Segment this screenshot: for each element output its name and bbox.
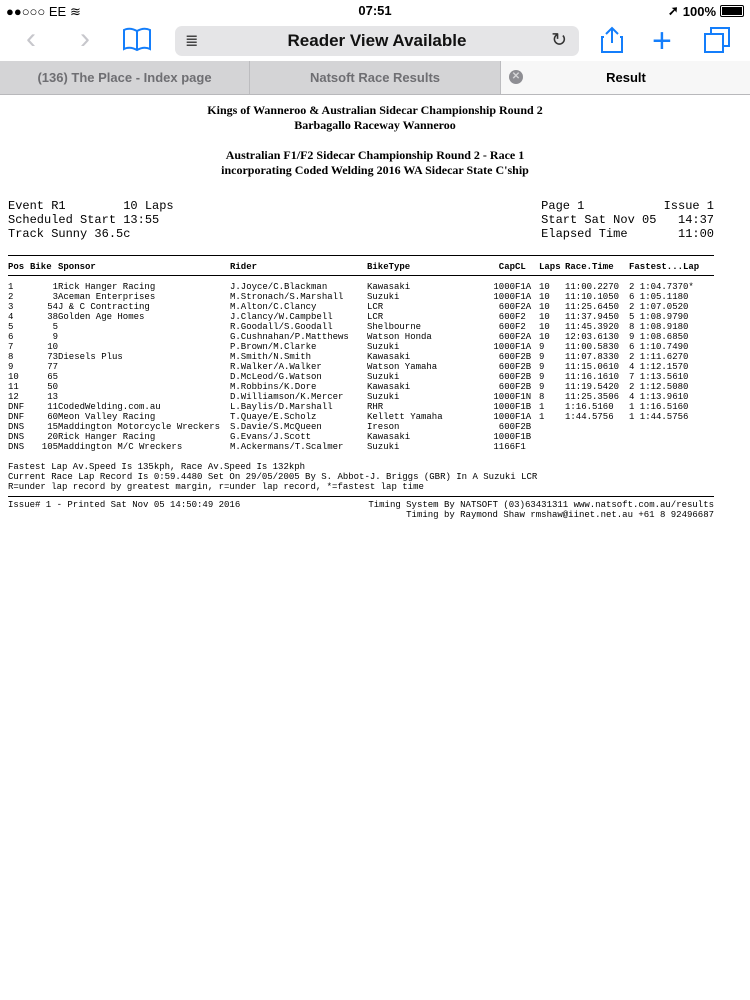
battery-icon (720, 5, 744, 17)
footer-timing-by: Timing by Raymond Shaw rmshaw@iinet.net.au +61 8 92496687 (406, 510, 714, 520)
cell-rider: M.Ackermans/T.Scalmer (230, 442, 344, 452)
table-row (8, 392, 707, 402)
race-subtitle: incorporating Coded Welding 2016 WA Sidecar State C'ship (221, 163, 529, 177)
address-title: Reader View Available (287, 31, 467, 50)
cell-laps: 9 (539, 362, 545, 372)
table-row (8, 382, 707, 392)
cell-rider: R.Walker/A.Walker (230, 362, 322, 372)
event-line: Event R1 10 Laps (8, 199, 174, 213)
cell-sponsor: Rick Hanger Racing (58, 432, 156, 442)
cell-pos: 8 (8, 352, 14, 362)
cell-fastest-lap: 4 1:13.9610 (629, 392, 689, 402)
cell-bike-type: Kawasaki (367, 432, 411, 442)
cell-laps: 8 (539, 392, 545, 402)
cell-rider: J.Clancy/W.Campbell (230, 312, 333, 322)
header-race-time: Race.Time (565, 262, 614, 272)
bookmarks-icon[interactable] (122, 26, 152, 58)
cell-fastest-lap: 7 1:13.5610 (629, 372, 689, 382)
note-record: Current Race Lap Record Is 0:59.4480 Set On 29/05/2005 By S. Abbot-J. Briggs (GBR) In A Suzuki LCR (8, 472, 538, 482)
table-row (8, 292, 707, 302)
cell-race-time: 11:37.9450 (565, 312, 620, 322)
cell-race-time: 11:15.0610 (565, 362, 620, 372)
cell-fastest-lap: 8 1:08.9180 (629, 322, 689, 332)
cell-pos: 11 (8, 382, 19, 392)
race-notes (8, 462, 537, 492)
cell-pos: 4 (8, 312, 14, 322)
cell-laps: 10 (539, 312, 550, 322)
cell-sponsor: Maddington M/C Wreckers (58, 442, 183, 452)
track-line: Track Sunny 36.5c (8, 227, 131, 241)
cell-bike-type: Suzuki (367, 292, 400, 302)
cell-bike-type: Suzuki (367, 442, 400, 452)
cell-pos: DNF (8, 402, 25, 412)
cell-class: F2 (515, 312, 526, 322)
divider (8, 275, 714, 276)
cell-cap: 1000 (493, 412, 515, 422)
cell-rider: M.Robbins/K.Dore (230, 382, 317, 392)
cell-class: F1A (515, 412, 532, 422)
cell-sponsor: Golden Age Homes (58, 312, 145, 322)
footer-timing-system: Timing System By NATSOFT (03)63431311 www.natsoft.com.au/results (368, 500, 714, 510)
cell-pos: 12 (8, 392, 19, 402)
cell-bike-type: Shelbourne (367, 322, 422, 332)
cell-pos: 2 (8, 292, 14, 302)
race-title: Australian F1/F2 Sidecar Championship Round 2 - Race 1 (225, 148, 525, 162)
tab-natsoft[interactable] (249, 61, 500, 94)
cell-bike: 77 (47, 362, 58, 372)
results-document (0, 95, 750, 520)
cell-pos: 7 (8, 342, 14, 352)
cell-bike-type: Kawasaki (367, 382, 411, 392)
cell-class: F1N (515, 392, 532, 402)
cell-bike-type: Kawasaki (367, 352, 411, 362)
cell-rider: L.Baylis/D.Marshall (230, 402, 333, 412)
table-row (8, 402, 707, 412)
venue-title: Barbagallo Raceway Wanneroo (294, 118, 456, 132)
cell-bike-type: LCR (367, 312, 384, 322)
cell-fastest-lap: 9 1:08.6850 (629, 332, 689, 342)
wifi-icon: ≋ (70, 4, 81, 19)
cell-race-time: 11:00.5830 (565, 342, 620, 352)
cell-class: F1A (515, 342, 532, 352)
cell-rider: M.Stronach/S.Marshall (230, 292, 344, 302)
cell-cap: 1000 (493, 292, 515, 302)
cell-laps: 9 (539, 372, 545, 382)
cell-fastest-lap: 1 1:16.5160 (629, 402, 689, 412)
divider (8, 255, 714, 256)
cell-laps: 10 (539, 332, 550, 342)
cell-sponsor: Meon Valley Racing (58, 412, 156, 422)
cell-bike-type: Suzuki (367, 392, 400, 402)
cell-cap: 600 (498, 312, 515, 322)
tabs-icon[interactable] (703, 26, 731, 61)
event-info (8, 199, 174, 241)
back-button[interactable]: ‹ (26, 22, 36, 55)
cell-rider: M.Smith/N.Smith (230, 352, 312, 362)
cell-rider: G.Cushnahan/P.Matthews (230, 332, 349, 342)
header-sponsor: Sponsor (58, 262, 96, 272)
cell-laps: 10 (539, 282, 550, 292)
table-row (8, 322, 707, 332)
cell-bike-type: Suzuki (367, 372, 400, 382)
cell-fastest-lap: 2 1:04.7370* (629, 282, 694, 292)
cell-fastest-lap: 6 1:10.7490 (629, 342, 689, 352)
cell-pos: 10 (8, 372, 19, 382)
cell-pos: DNS (8, 442, 25, 452)
cell-bike: 10 (47, 342, 58, 352)
cell-fastest-lap: 2 1:11.6270 (629, 352, 689, 362)
cell-bike: 9 (52, 332, 58, 342)
cell-bike-type: Kawasaki (367, 282, 411, 292)
cell-bike: 20 (47, 432, 58, 442)
footer-issue: Issue# 1 - Printed Sat Nov 05 14:50:49 2016 (8, 500, 241, 510)
footer-timing (368, 500, 714, 520)
cell-rider: G.Evans/J.Scott (230, 432, 312, 442)
cell-bike: 105 (41, 442, 58, 452)
table-row (8, 442, 707, 452)
cell-pos: 3 (8, 302, 14, 312)
cell-race-time: 1:44.5756 (565, 412, 614, 422)
cell-cap: 600 (498, 372, 515, 382)
cell-sponsor: Aceman Enterprises (58, 292, 156, 302)
cell-rider: S.Davie/S.McQueen (230, 422, 322, 432)
address-bar[interactable] (175, 26, 579, 56)
cell-cap: 600 (498, 352, 515, 362)
cell-class: F1A (515, 292, 532, 302)
carrier-signal: ●●○○○ EE (6, 4, 67, 19)
cell-fastest-lap: 1 1:44.5756 (629, 412, 689, 422)
cell-pos: DNF (8, 412, 25, 422)
cell-race-time: 11:19.5420 (565, 382, 620, 392)
cell-bike-type: LCR (367, 302, 384, 312)
cell-race-time: 11:10.1050 (565, 292, 620, 302)
results-table (8, 282, 707, 452)
tab-label: (136) The Place - Index page (37, 70, 212, 85)
cell-rider: J.Joyce/C.Blackman (230, 282, 328, 292)
cell-bike: 73 (47, 352, 58, 362)
battery-percent: 100% (682, 3, 716, 19)
table-row (8, 362, 707, 372)
browser-toolbar (0, 22, 750, 60)
cell-bike: 15 (47, 422, 58, 432)
tab-label: Natsoft Race Results (309, 70, 441, 85)
cell-cap: 1166 (493, 442, 515, 452)
cell-sponsor: Rick Hanger Racing (58, 282, 156, 292)
cell-fastest-lap: 4 1:12.1570 (629, 362, 689, 372)
header-laps: Laps (539, 262, 561, 272)
table-row (8, 352, 707, 362)
header-bike-type: BikeType (367, 262, 411, 272)
cell-race-time: 1:16.5160 (565, 402, 614, 412)
start-line: Start Sat Nov 05 14:37 (541, 213, 714, 227)
cell-laps: 9 (539, 382, 545, 392)
table-row (8, 312, 707, 322)
new-tab-icon[interactable]: + (652, 22, 672, 60)
cell-class: F1B (515, 402, 532, 412)
cell-class: F2 (515, 322, 526, 332)
cell-sponsor: J & C Contracting (58, 302, 150, 312)
tab-result[interactable] (500, 61, 750, 94)
scheduled-line: Scheduled Start 13:55 (8, 213, 160, 227)
cell-cap: 600 (498, 322, 515, 332)
cell-rider: T.Quaye/E.Scholz (230, 412, 317, 422)
meeting-title: Kings of Wanneroo & Australian Sidecar Championship Round 2 (207, 103, 543, 117)
cell-pos: 6 (8, 332, 14, 342)
table-row (8, 342, 707, 352)
cell-cap: 1000 (493, 432, 515, 442)
tab-the-place[interactable] (0, 61, 249, 94)
cell-class: F2A (515, 302, 532, 312)
cell-race-time: 12:03.6130 (565, 332, 620, 342)
reload-icon[interactable]: ↻ (551, 30, 567, 51)
location-icon: ➚ (667, 3, 679, 18)
cell-fastest-lap: 6 1:05.1180 (629, 292, 689, 302)
cell-laps: 1 (539, 412, 545, 422)
cell-class: F2B (515, 362, 532, 372)
cell-cap: 600 (498, 362, 515, 372)
page-line: Page 1 Issue 1 (541, 199, 714, 213)
cell-bike-type: Ireson (367, 422, 400, 432)
cell-laps: 9 (539, 352, 545, 362)
cell-pos: DNS (8, 432, 25, 442)
cell-pos: 1 (8, 282, 14, 292)
note-legend: R=under lap record by greatest margin, r=under lap record, *=fastest lap time (8, 482, 424, 492)
cell-pos: 5 (8, 322, 14, 332)
cell-bike-type: Kellett Yamaha (367, 412, 443, 422)
cell-bike: 38 (47, 312, 58, 322)
cell-class: F2B (515, 352, 532, 362)
cell-race-time: 11:45.3920 (565, 322, 620, 332)
cell-bike: 3 (52, 292, 58, 302)
cell-bike: 13 (47, 392, 58, 402)
cell-laps: 9 (539, 342, 545, 352)
table-row (8, 302, 707, 312)
header-cap: Cap (498, 262, 515, 272)
cell-bike-type: Suzuki (367, 342, 400, 352)
cell-class: F1 (515, 442, 526, 452)
cell-cap: 600 (498, 302, 515, 312)
close-tab-icon[interactable]: ✕ (509, 70, 523, 84)
cell-pos: 9 (8, 362, 14, 372)
status-time: 07:51 (358, 3, 392, 18)
header-class: CL (515, 262, 526, 272)
forward-button[interactable]: › (80, 22, 90, 55)
cell-bike: 1 (52, 282, 58, 292)
cell-bike-type: Watson Honda (367, 332, 432, 342)
cell-class: F1B (515, 432, 532, 442)
reader-view-icon[interactable]: ≣ (185, 33, 199, 50)
cell-bike: 54 (47, 302, 58, 312)
cell-cap: 1000 (493, 392, 515, 402)
cell-bike: 60 (47, 412, 58, 422)
cell-class: F1A (515, 282, 532, 292)
cell-class: F2B (515, 422, 532, 432)
cell-rider: D.Williamson/K.Mercer (230, 392, 344, 402)
share-icon[interactable] (600, 26, 624, 61)
table-row (8, 432, 707, 442)
status-bar (0, 0, 750, 22)
cell-cap: 1000 (493, 402, 515, 412)
cell-fastest-lap: 5 1:08.9790 (629, 312, 689, 322)
header-pos: Pos (8, 262, 25, 272)
cell-cap: 600 (498, 422, 515, 432)
cell-race-time: 11:07.8330 (565, 352, 620, 362)
cell-bike-type: Watson Yamaha (367, 362, 438, 372)
note-speed: Fastest Lap Av.Speed Is 135kph, Race Av.Speed Is 132kph (8, 462, 306, 472)
header-bike: Bike (30, 262, 52, 272)
tab-bar (0, 61, 750, 95)
tab-label: Result (606, 70, 646, 85)
cell-pos: DNS (8, 422, 25, 432)
divider (8, 496, 714, 497)
table-row (8, 372, 707, 382)
cell-bike-type: RHR (367, 402, 384, 412)
header-rider: Rider (230, 262, 258, 272)
cell-rider: D.McLeod/G.Watson (230, 372, 322, 382)
cell-class: F2B (515, 382, 532, 392)
cell-fastest-lap: 2 1:07.0520 (629, 302, 689, 312)
cell-cap: 600 (498, 382, 515, 392)
cell-laps: 10 (539, 322, 550, 332)
cell-laps: 1 (539, 402, 545, 412)
cell-rider: M.Alton/C.Clancy (230, 302, 317, 312)
table-row (8, 422, 707, 432)
cell-sponsor: CodedWelding.com.au (58, 402, 161, 412)
cell-bike: 65 (47, 372, 58, 382)
cell-cap: 1000 (493, 342, 515, 352)
page-info (541, 199, 714, 241)
status-right (668, 3, 744, 19)
cell-race-time: 11:00.2270 (565, 282, 620, 292)
cell-bike: 50 (47, 382, 58, 392)
cell-class: F2A (515, 332, 532, 342)
cell-laps: 10 (539, 302, 550, 312)
cell-race-time: 11:25.6450 (565, 302, 620, 312)
cell-class: F2B (515, 372, 532, 382)
cell-race-time: 11:25.3506 (565, 392, 620, 402)
cell-sponsor: Diesels Plus (58, 352, 123, 362)
results-header (8, 262, 707, 272)
cell-rider: P.Brown/M.Clarke (230, 342, 317, 352)
cell-rider: R.Goodall/S.Goodall (230, 322, 333, 332)
cell-bike: 11 (47, 402, 58, 412)
cell-laps: 10 (539, 292, 550, 302)
table-row (8, 282, 707, 292)
cell-bike: 5 (52, 322, 58, 332)
cell-cap: 600 (498, 332, 515, 342)
cell-cap: 1000 (493, 282, 515, 292)
cell-race-time: 11:16.1610 (565, 372, 620, 382)
cell-sponsor: Maddington Motorcycle Wreckers (58, 422, 221, 432)
cell-fastest-lap: 2 1:12.5080 (629, 382, 689, 392)
elapsed-line: Elapsed Time 11:00 (541, 227, 714, 241)
table-row (8, 332, 707, 342)
header-fastest-lap: Fastest...Lap (629, 262, 700, 272)
table-row (8, 412, 707, 422)
